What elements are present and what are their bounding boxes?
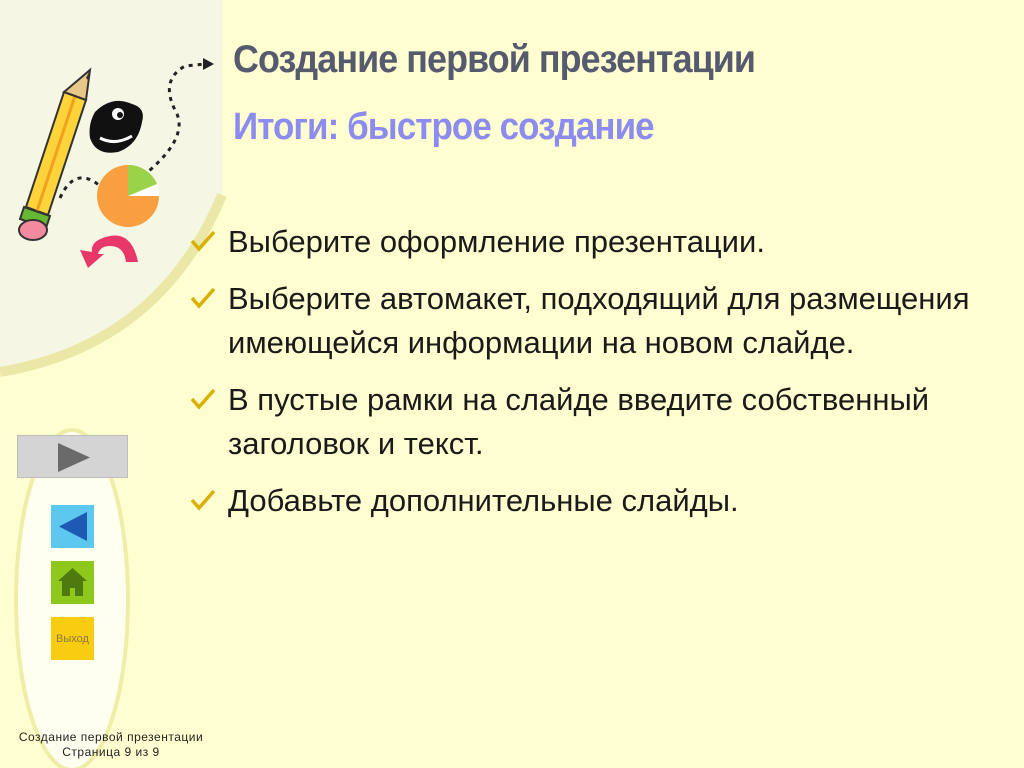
bullet-text: Выберите оформление презентации. xyxy=(228,224,765,259)
bullet-list xyxy=(188,220,998,536)
home-button[interactable] xyxy=(51,561,94,604)
footer-presentation-title: Создание первой презентации xyxy=(18,730,204,744)
checkmark-icon xyxy=(188,485,218,515)
next-slide-button[interactable] xyxy=(17,435,128,478)
checkmark-icon xyxy=(188,283,218,313)
previous-slide-button[interactable] xyxy=(51,505,94,548)
bullet-text: Добавьте дополнительные слайды. xyxy=(228,483,739,518)
slide-footer xyxy=(0,730,222,760)
bullet-text: Выберите автомакет, подходящий для размещения имеющейся информации на новом слайде. xyxy=(228,281,970,360)
checkmark-icon xyxy=(188,226,218,256)
home-icon xyxy=(51,561,94,604)
bullet-text: В пустые рамки на слайде введите собственный заголовок и текст. xyxy=(228,382,930,461)
play-triangle-icon xyxy=(18,436,129,479)
back-triangle-icon xyxy=(51,505,94,548)
pie-chart-icon xyxy=(97,165,159,227)
bullet-item xyxy=(188,220,998,264)
footer-page-number: Страница 9 из 9 xyxy=(62,745,160,759)
exit-button[interactable] xyxy=(51,617,94,660)
bullet-item xyxy=(188,277,998,365)
checkmark-icon xyxy=(188,384,218,414)
exit-button-label: Выход xyxy=(56,632,89,645)
bullet-item xyxy=(188,378,998,466)
slide-title: Создание первой презентации xyxy=(233,38,756,81)
slide-subtitle: Итоги: быстрое создание xyxy=(233,106,654,148)
bullet-item xyxy=(188,479,998,523)
